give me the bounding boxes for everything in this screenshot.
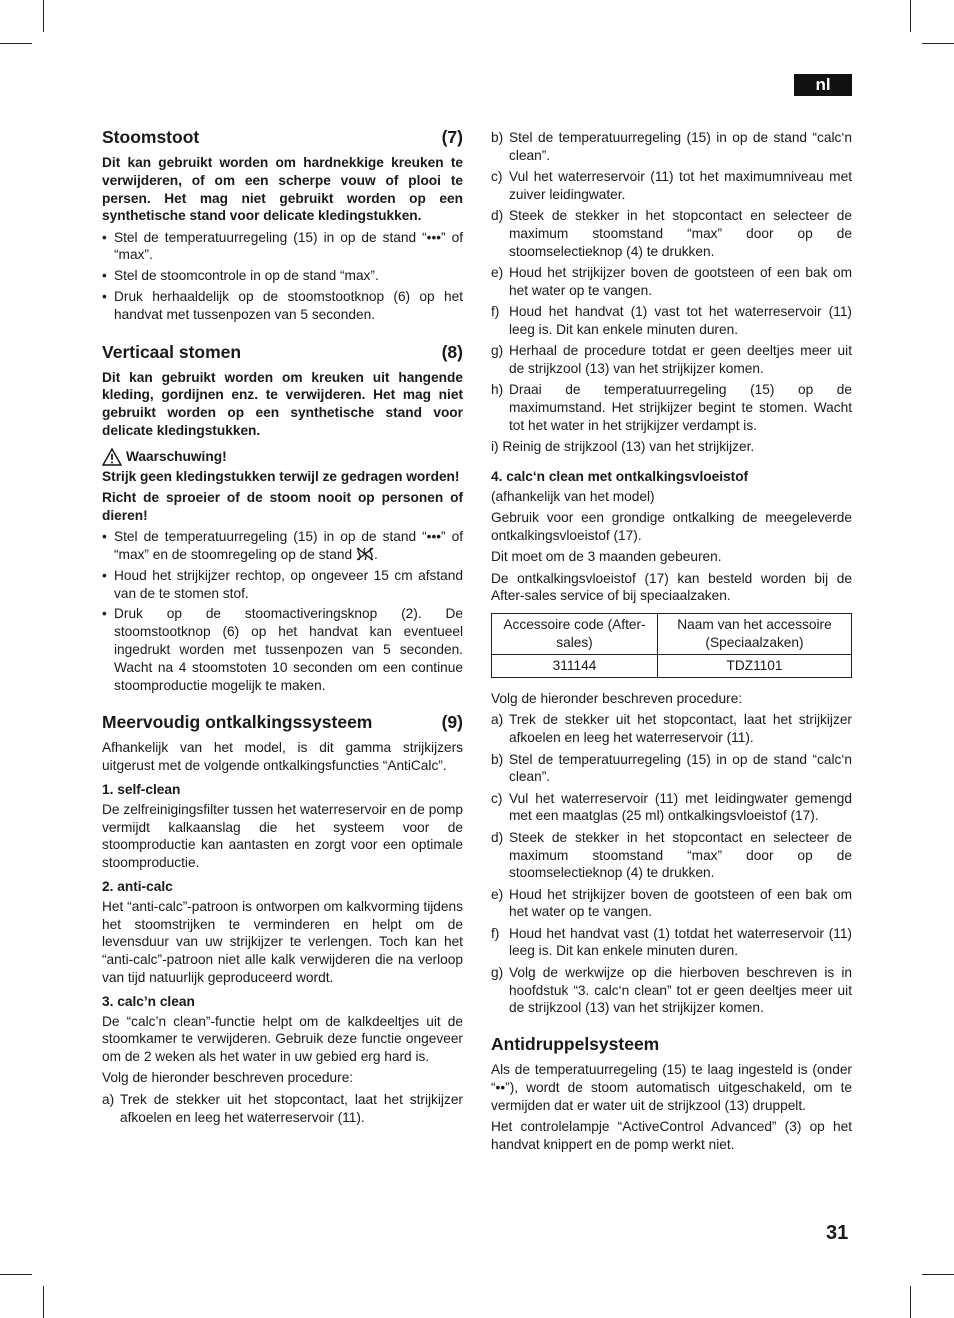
bullet-list — [102, 528, 463, 694]
step-item: b) Stel de temperatuurregeling (15) in op de stand “calc‘n clean”. — [491, 751, 852, 785]
list-item-text: Stel de temperatuurregeling (15) in op de stand “•••” of “max” en de stoomregeling op de stand — [114, 529, 463, 563]
warning-block — [102, 448, 463, 466]
table-cell: 311144 — [492, 655, 658, 678]
section-heading — [102, 126, 463, 148]
heading-title: Verticaal stomen — [102, 341, 242, 362]
warning-text: Strijk geen kledingstukken terwijl ze gedragen worden! — [102, 468, 460, 484]
step-item: a) Trek de stekker uit het stopcontact, laat het strijkijzer afkoelen en leeg het waterreservoir (11). — [102, 1091, 463, 1125]
warning-label: Waarschuwing! — [126, 448, 227, 464]
section-intro: Dit kan gebruikt worden om hardnekkige kreuken te verwijderen, of om een scherpe vouw of plooi te persen. Het mag niet gebruikt worden op een synthetische stand voor delicate kledingstukken. — [102, 155, 463, 224]
step-item: e) Houd het strijkijzer boven de gootsteen of een bak om het water op te vangen. — [491, 886, 852, 920]
section-intro: Dit kan gebruikt worden om kreuken uit hangende kleding, gordijnen enz. te verwijderen. Het mag niet gebruikt worden op een synthetische stand voor delicate kledingstukken. — [102, 369, 463, 439]
step-item: d) Steek de stekker in het stopcontact en selecteer de maximum stoomstand “max” door op de stoomselectieknop (4) te drukken. — [491, 829, 852, 881]
heading-title: Stoomstoot — [102, 127, 200, 147]
crop-mark — [922, 1274, 954, 1275]
list-item: • Stel de stoomcontrole in op de stand “max”. — [102, 267, 463, 285]
paragraph: Dit moet om de 3 maanden gebeuren. — [491, 549, 722, 565]
list-item: • Houd het strijkijzer rechtop, op ongeveer 15 cm afstand van de te stomen stof. — [102, 567, 463, 603]
subheading: 2. anti-calc — [102, 879, 173, 894]
paragraph: Volg de hieronder beschreven procedure: — [102, 1070, 354, 1086]
step-item: b) Stel de temperatuurregeling (15) in op de stand “calc‘n clean”. — [491, 130, 852, 163]
subheading: 1. self-clean — [102, 782, 181, 798]
table-header-cell: Accessoire code (After-sales) — [492, 614, 658, 655]
paragraph: Het controlelampje “ActiveControl Advanced” (3) op het handvat knippert en de pomp werkt niet. — [491, 1119, 852, 1152]
step-item: f) Houd het handvat (1) vast tot het waterreservoir (11) leeg is. Dit kan enkele minuten duren. — [491, 304, 852, 337]
heading-number: (9) — [441, 712, 463, 733]
paragraph: Volg de hieronder beschreven procedure: — [491, 691, 743, 707]
paragraph: Het “anti-calc”-patroon is ontworpen om kalkvorming tijdens het stoomstrijken te verminderen en helpt om de levensduur van uw strijkijzer te verlengen. Toch kan het “anti-calc”-patroon niet alle kalk verwijderen die na verloop van tijd natuurlijk geproduceerd wordt. — [102, 898, 463, 985]
paragraph: De zelfreinigingsfilter tussen het waterreservoir en de pomp vermijdt kalkaanslag die het systeem voor de stoomproductie kan aantasten en zorgt voor een optimale stoomproductie. — [102, 801, 463, 871]
paragraph: Afhankelijk van het model, is dit gamma strijkijzers uitgerust met de volgende ontkalkingsfuncties “AntiCalc”. — [102, 740, 463, 774]
step-item: c) Vul het waterreservoir (11) met leidingwater gemengd met een maatglas (25 ml) ontkalkingsvloeistof (17). — [491, 790, 852, 824]
crop-mark — [43, 0, 44, 32]
table-cell: TDZ1101 — [658, 655, 852, 678]
no-steam-icon — [356, 547, 374, 561]
heading-title: Meervoudig ontkalkingssysteem — [102, 712, 373, 733]
warning-triangle-icon — [102, 448, 122, 466]
table-row — [492, 655, 852, 678]
heading-number: (8) — [441, 341, 463, 362]
table-header-cell: Naam van het accessoire (Speciaalzaken) — [658, 614, 852, 655]
step-list — [491, 129, 852, 435]
crop-mark — [0, 1274, 32, 1275]
section-heading — [491, 1033, 852, 1055]
list-item: • Druk op de stoomactiveringsknop (2). De stoomstootknop (6) op het handvat kan eventueel ingedrukt worden met tussenpozen van 5 seconden. Wacht na 4 stoomstoten 10 seconden om een continue stoomproductie mogelijk te maken. — [102, 605, 463, 694]
table-row — [492, 614, 852, 655]
warning-text: Richt de sproeier of de stoom nooit op personen of dieren! — [102, 490, 463, 523]
left-column — [102, 126, 463, 1130]
crop-mark — [0, 43, 32, 44]
step-item: g) Herhaal de procedure totdat er geen deeltjes meer uit de strijkzool (13) van het strijkijzer komen. — [491, 343, 852, 377]
paragraph: De “calc’n clean”-functie helpt om de kalkdeeltjes uit de stoomkamer te verwijderen. Gebruik deze functie ongeveer om de 2 weken als het water in uw gebied erg hard is. — [102, 1013, 463, 1065]
heading-title: Antidruppelsysteem — [491, 1034, 660, 1055]
crop-mark — [922, 43, 954, 44]
step-item: e) Houd het strijkijzer boven de gootsteen of een bak om het water op te vangen. — [491, 265, 852, 298]
language-tab: nl — [794, 74, 852, 96]
list-item: • Druk herhaaldelijk op de stoomstootknop (6) op het handvat met tussenpozen van 5 seconden. — [102, 288, 463, 324]
step-item: f) Houd het handvat vast (1) totdat het waterreservoir (11) leeg is. Dit kan enkele minuten duren. — [491, 925, 852, 959]
right-column — [491, 129, 852, 1157]
step-item: i) Reinig de strijkzool (13) van het strijkijzer. — [491, 439, 755, 455]
list-item — [102, 528, 463, 564]
step-item: h) Draai de temperatuurregeling (15) op de maximumstand. Het strijkijzer begint te stomen. Wacht tot het water in het strijkijzer verdampt is. — [491, 382, 852, 433]
crop-mark — [910, 1286, 911, 1318]
crop-mark — [910, 0, 911, 32]
subheading: 3. calc’n clean — [102, 993, 195, 1009]
page-number: 31 — [826, 1222, 849, 1244]
section-heading — [102, 711, 463, 733]
heading-number: (7) — [441, 127, 463, 147]
subheading: 4. calc‘n clean met ontkalkingsvloeistof — [491, 469, 749, 485]
paragraph: De ontkalkingsvloeistof (17) kan besteld worden bij de After-sales service of bij speciaalzaken. — [491, 570, 852, 604]
bullet-list — [102, 229, 463, 324]
step-list — [491, 711, 852, 1017]
step-item: a) Trek de stekker uit het stopcontact, laat het strijkijzer afkoelen en leeg het waterreservoir (11). — [491, 712, 852, 746]
step-list — [102, 1091, 463, 1127]
list-item: • Stel de temperatuurregeling (15) in op de stand “•••” of “max”. — [102, 229, 463, 265]
step-item: g) Volg de werkwijze op die hierboven beschreven is in hoofdstuk “3. calc‘n clean” tot er geen deeltjes meer uit de strijkzool (13) van het strijkijzer komen. — [491, 964, 852, 1016]
crop-mark — [43, 1286, 44, 1318]
list-item-text: . — [373, 547, 378, 563]
paragraph: (afhankelijk van het model) — [491, 488, 655, 504]
step-item: d) Steek de stekker in het stopcontact en selecteer de maximum stoomstand “max” door op de stoomselectieknop (4) te drukken. — [491, 208, 852, 259]
paragraph: Gebruik voor een grondige ontkalking de meegeleverde ontkalkingsvloeistof (17). — [491, 510, 852, 543]
section-heading — [102, 341, 463, 363]
step-item: c) Vul het waterreservoir (11) tot het maximumniveau met zuiver leidingwater. — [491, 169, 852, 202]
paragraph: Als de temperatuurregeling (15) te laag ingesteld is (onder “••”), wordt de stoom automatisch uitgeschakeld, om te vermijden dat er water uit de strijkzool (13) druppelt. — [491, 1062, 852, 1113]
accessory-table — [491, 613, 852, 678]
